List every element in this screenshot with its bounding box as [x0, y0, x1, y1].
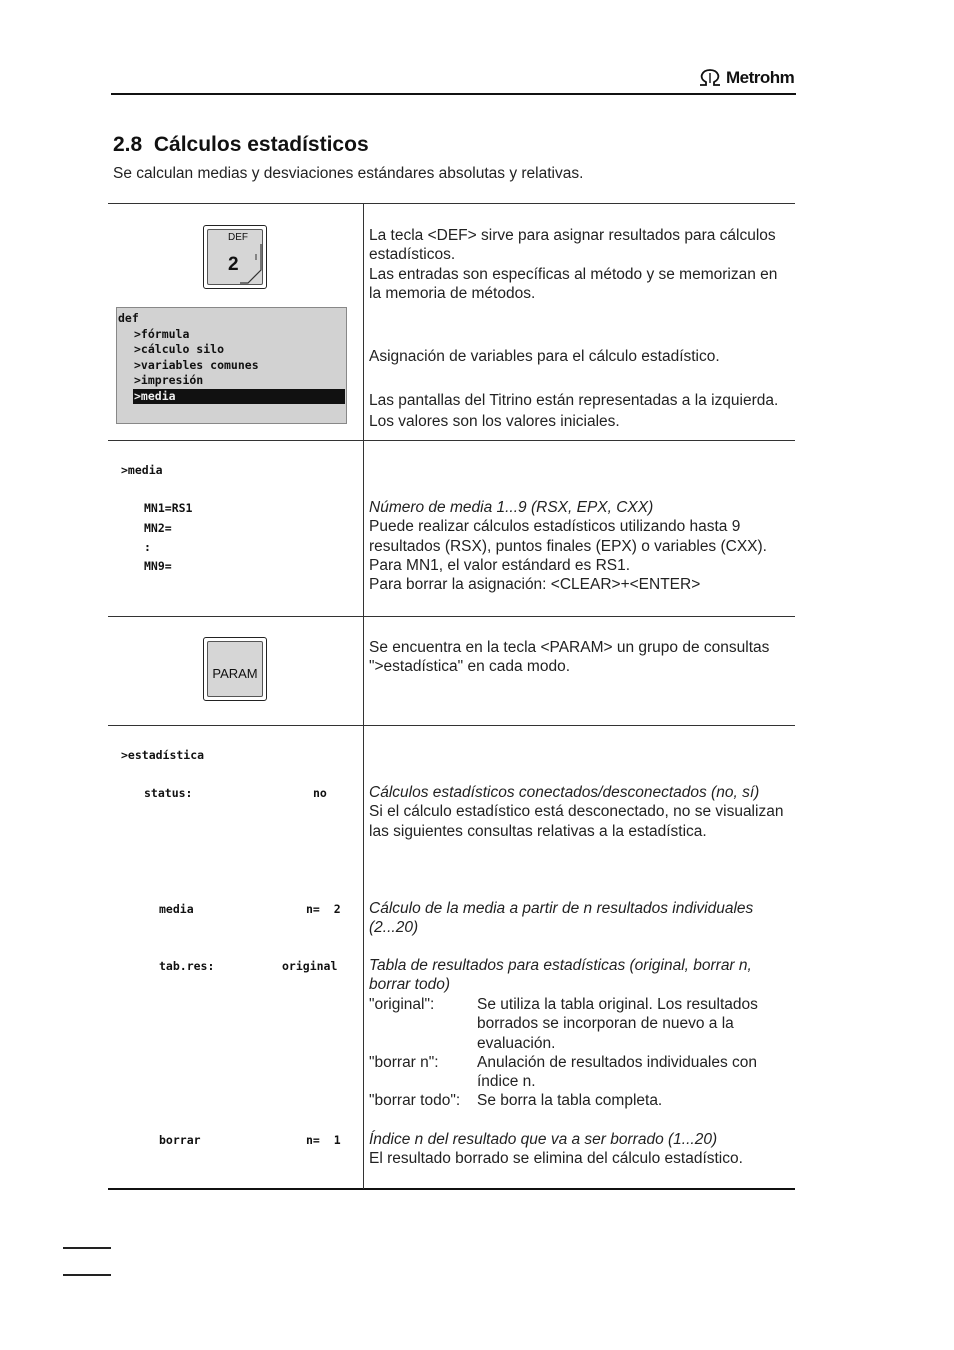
- tabres-description: [369, 956, 793, 995]
- variable-assignment-text: Asignación de variables para el cálculo estadístico.: [369, 348, 720, 365]
- param-key-label: PARAM: [212, 666, 258, 681]
- param-key: [203, 637, 267, 701]
- media-line-ellipsis: :: [144, 540, 151, 554]
- def-key-desc-p1: La tecla <DEF> sirve para asignar resultados para cálculos estadísticos.: [369, 227, 776, 264]
- table-rule-3: [108, 725, 795, 726]
- param-key-face: [207, 641, 263, 697]
- stat-tabres-value: original: [282, 959, 338, 973]
- stat-media-value: n= 2: [306, 902, 341, 916]
- section-number: 2.8: [113, 133, 143, 156]
- metrohm-logo: [697, 68, 794, 88]
- header-rule: [111, 93, 796, 95]
- media-line-mn9: MN9=: [144, 559, 172, 573]
- tabres-heading: Tabla de resultados para estadísticas (original, borrar n, borrar todo): [369, 957, 752, 994]
- table-column-divider: [363, 204, 364, 1189]
- metrohm-omega-icon: [697, 69, 723, 87]
- media-line-mn2: MN2=: [144, 521, 172, 535]
- stat-status-label: status:: [144, 786, 193, 800]
- def-key-sublabel: DEF: [228, 232, 248, 243]
- media-clear-instruction: Para borrar la asignación: <CLEAR>+<ENTER>: [369, 576, 701, 594]
- def-desc-original: Se utiliza la tabla original. Los resultados borrados se incorporan de nuevo a la evaluación.: [477, 996, 758, 1052]
- media-n-description: [369, 899, 793, 938]
- def-2-key-face: [207, 229, 263, 285]
- borrar-heading: Índice n del resultado que va a ser borrado (1...20): [369, 1131, 718, 1148]
- def-menu-item-formula: >fórmula: [134, 326, 190, 341]
- borrar-desc: El resultado borrado se elimina del cálculo estadístico.: [369, 1150, 743, 1168]
- stat-screen-title: >estadística: [121, 748, 205, 762]
- brand-name: Metrohm: [726, 68, 795, 87]
- footer-rule-upper: [63, 1247, 111, 1249]
- param-key-description: Se encuentra en la tecla <PARAM> un grupo de consultas ">estadística" en cada modo.: [369, 639, 770, 676]
- status-desc: Si el cálculo estadístico está desconectado, no se visualizan las siguientes consultas relativas a la estadística.: [369, 803, 784, 840]
- stat-status-value: no: [313, 786, 327, 800]
- media-number-desc: Puede realizar cálculos estadísticos utilizando hasta 9 resultados (RSX), puntos finales (EPX) o variables (CXX). Para MN1, el valor estándard es RS1.: [369, 518, 767, 574]
- def-key-description: [369, 226, 793, 303]
- def-menu-item-variables-comunes: >variables comunes: [134, 357, 259, 372]
- def-desc-borrar-todo: Se borra la tabla completa.: [477, 1092, 663, 1109]
- def-menu-title: def: [118, 311, 139, 325]
- def-2-key: [203, 225, 267, 289]
- stat-borrar-value: n= 1: [306, 1133, 341, 1147]
- def-menu-item-impresion: >impresión: [134, 373, 204, 387]
- def-term-borrar-n: "borrar n":: [369, 1054, 439, 1071]
- media-screen-title: >media: [121, 463, 163, 477]
- table-rule-1: [108, 440, 795, 441]
- section-title: [113, 133, 369, 157]
- status-description: [369, 783, 793, 841]
- status-heading: Cálculos estadísticos conectados/desconectados (no, sí): [369, 784, 760, 801]
- media-line-mn1: MN1=RS1: [144, 501, 193, 515]
- def-menu-item-media-selected: >media: [133, 389, 345, 405]
- def-menu-item-calculo-silo: >cálculo silo: [134, 342, 225, 356]
- footer-rule-lower: [63, 1274, 111, 1276]
- def-desc-borrar-n: Anulación de resultados individuales con índice n.: [477, 1054, 758, 1091]
- stat-tabres-label: tab.res:: [159, 959, 215, 973]
- def-menu-screen: [116, 307, 347, 424]
- titrino-screens-note: Las pantallas del Titrino están representadas a la izquierda. Los valores son los valores iniciales.: [369, 392, 779, 430]
- media-number-heading: Número de media 1...9 (RSX, EPX, CXX): [369, 499, 654, 516]
- stat-media-label: media: [159, 902, 194, 916]
- section-title-text: Cálculos estadísticos: [153, 133, 369, 156]
- section-intro: Se calculan medias y desviaciones estándares absolutas y relativas.: [113, 165, 584, 182]
- def-term-original: "original":: [369, 996, 435, 1013]
- def-term-borrar-todo: "borrar todo":: [369, 1092, 461, 1109]
- table-rule-bottom: [108, 1188, 795, 1190]
- stat-borrar-label: borrar: [159, 1133, 201, 1147]
- media-description: [369, 498, 793, 594]
- media-n-heading: Cálculo de la media a partir de n resultados individuales (2...20): [369, 900, 754, 937]
- def-key-desc-p2: Las entradas son específicas al método y se memorizan en la memoria de métodos.: [369, 265, 778, 302]
- key-corner-icon: [240, 244, 262, 284]
- def-key-number: 2: [228, 254, 239, 275]
- table-rule-2: [108, 616, 795, 617]
- table-rule-top: [108, 203, 795, 204]
- borrar-description: [369, 1130, 793, 1169]
